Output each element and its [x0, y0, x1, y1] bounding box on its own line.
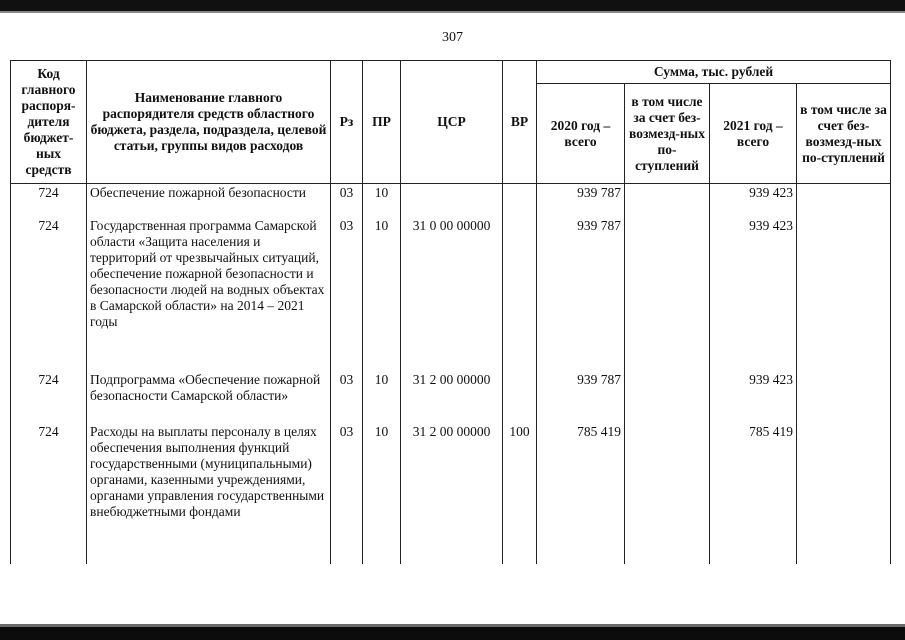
header-rz: Рз	[331, 61, 363, 184]
cell-pr: 10	[363, 218, 401, 372]
cell-name: Государственная программа Самарской области «Защита населения и территорий от чрезвычайных ситуаций, обеспечение пожарной безопасности и безопасности людей на водных объектах в Самарской области» на 2014 – 2021 годы	[87, 218, 331, 372]
cell-csr	[401, 184, 503, 218]
cell-csr: 31 2 00 00000	[401, 372, 503, 424]
cell-pr: 10	[363, 372, 401, 424]
cell-2021-total: 939 423	[710, 184, 797, 218]
cell-code: 724	[11, 424, 87, 564]
cell-csr: 31 0 00 00000	[401, 218, 503, 372]
scan-top-border-edge	[0, 11, 905, 13]
scan-bottom-border	[0, 627, 905, 640]
cell-2020-free	[625, 424, 710, 564]
cell-rz: 03	[331, 184, 363, 218]
cell-name: Подпрограмма «Обеспечение пожарной безопасности Самарской области»	[87, 372, 331, 424]
table-row	[11, 372, 891, 424]
cell-2020-total: 939 787	[537, 372, 625, 424]
header-sum: Сумма, тыс. рублей	[537, 61, 891, 84]
cell-code: 724	[11, 218, 87, 372]
cell-2020-total: 939 787	[537, 218, 625, 372]
scan-top-border	[0, 0, 905, 11]
header-vr: ВР	[503, 61, 537, 184]
cell-vr: 100	[503, 424, 537, 564]
table-row	[11, 184, 891, 218]
cell-rz: 03	[331, 218, 363, 372]
cell-2020-free	[625, 372, 710, 424]
cell-2021-free	[797, 372, 891, 424]
cell-2021-total: 939 423	[710, 218, 797, 372]
cell-2021-free	[797, 184, 891, 218]
table-row	[11, 218, 891, 372]
cell-rz: 03	[331, 424, 363, 564]
cell-2021-total: 785 419	[710, 424, 797, 564]
header-2020-total: 2020 год – всего	[537, 84, 625, 184]
header-code: Код главного распоря-дителя бюджет-ных средств	[11, 61, 87, 184]
cell-2020-total: 785 419	[537, 424, 625, 564]
cell-2021-total: 939 423	[710, 372, 797, 424]
cell-pr: 10	[363, 424, 401, 564]
cell-2021-free	[797, 218, 891, 372]
cell-vr	[503, 218, 537, 372]
cell-code: 724	[11, 372, 87, 424]
header-2021-total: 2021 год – всего	[710, 84, 797, 184]
cell-name: Расходы на выплаты персоналу в целях обеспечения выполнения функций государственными (муниципальными) органами, казенными учреждениями, органами управления государственными внебюджетными фондами	[87, 424, 331, 564]
table-row	[11, 424, 891, 564]
budget-table	[10, 60, 891, 564]
header-csr: ЦСР	[401, 61, 503, 184]
cell-pr: 10	[363, 184, 401, 218]
cell-2020-free	[625, 184, 710, 218]
cell-code: 724	[11, 184, 87, 218]
cell-vr	[503, 184, 537, 218]
header-name: Наименование главного распорядителя средств областного бюджета, раздела, подраздела, целевой статьи, группы видов расходов	[87, 61, 331, 184]
header-pr: ПР	[363, 61, 401, 184]
cell-name: Обеспечение пожарной безопасности	[87, 184, 331, 218]
header-2021-free: в том числе за счет без-возмезд-ных по-ступлений	[797, 84, 891, 184]
header-2020-free: в том числе за счет без-возмезд-ных по-ступлений	[625, 84, 710, 184]
cell-csr: 31 2 00 00000	[401, 424, 503, 564]
cell-2021-free	[797, 424, 891, 564]
page-number: 307	[442, 30, 463, 45]
cell-2020-total: 939 787	[537, 184, 625, 218]
cell-vr	[503, 372, 537, 424]
cell-rz: 03	[331, 372, 363, 424]
cell-2020-free	[625, 218, 710, 372]
